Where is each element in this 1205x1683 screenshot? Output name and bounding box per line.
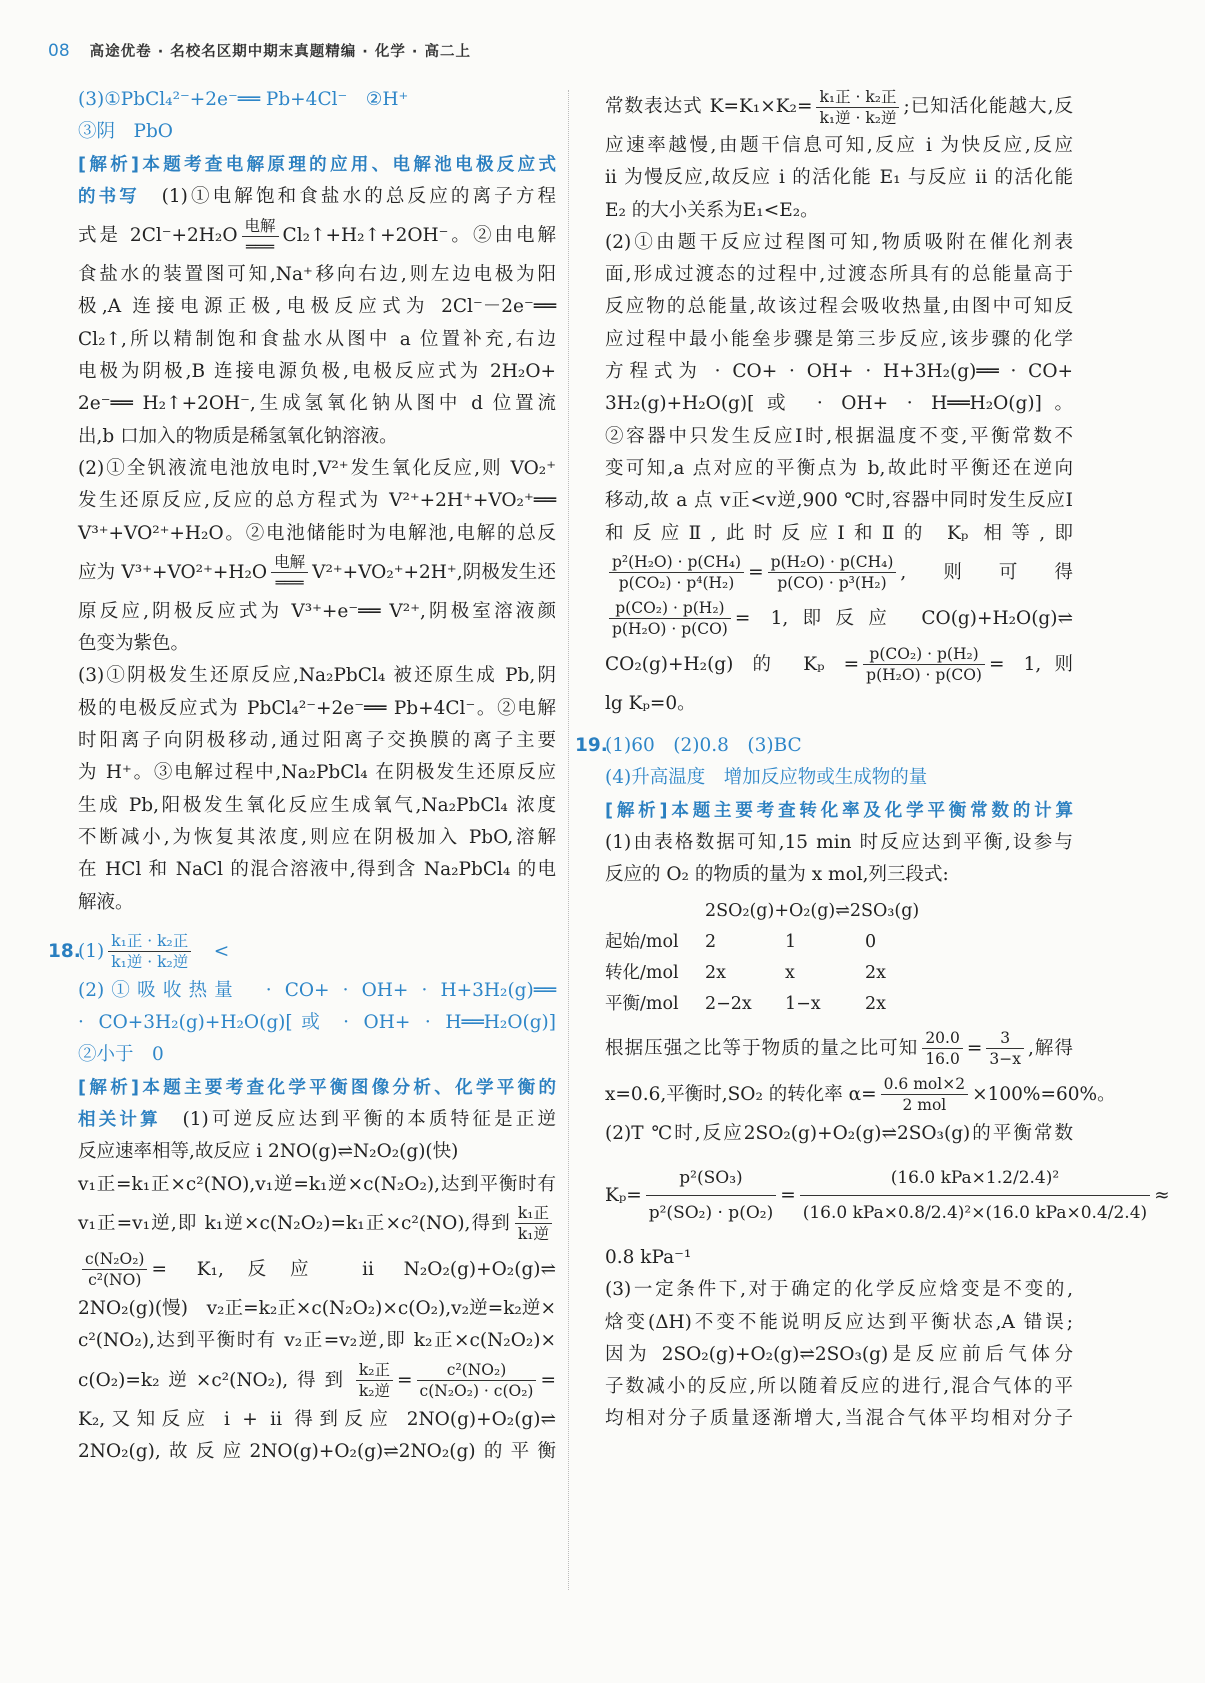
text-span: 极,A 连接电源正极,电极反应式为 2Cl⁻－2e⁻══ <box>78 296 556 318</box>
text-line <box>78 421 556 453</box>
text-span: ②容器中只发生反应Ⅰ时,根据温度不变,平衡常数不 <box>605 425 1073 447</box>
text-span: ≈ <box>1154 1184 1170 1206</box>
analysis-heading: 相关计算 <box>78 1110 161 1131</box>
text-span: 焓变(ΔH)不变不能说明反应达到平衡状态,A 错误; <box>605 1311 1073 1333</box>
fraction <box>242 216 279 257</box>
fraction-denominator: k₂逆 <box>358 1382 391 1400</box>
fraction-denominator: c(N₂O₂) · c(O₂) <box>419 1382 534 1400</box>
text-line <box>78 324 556 356</box>
fraction <box>800 1161 1150 1230</box>
text-line <box>575 730 1073 762</box>
fraction <box>82 1249 147 1290</box>
text-span: 0.8 kPa⁻¹ <box>605 1246 692 1268</box>
text-span: 极的电极反应式为 PbCl₄²⁻+2e⁻══ Pb+4Cl⁻。②电解 <box>78 697 556 719</box>
text-span: < <box>195 940 230 962</box>
fraction <box>609 552 744 593</box>
fraction <box>986 1028 1024 1069</box>
text-line <box>78 660 556 692</box>
text-line <box>605 84 1073 130</box>
text-line <box>78 149 556 181</box>
fraction-numerator: k₁正 · k₂正 <box>108 931 191 952</box>
text-line <box>78 757 556 789</box>
text-line <box>78 1247 556 1293</box>
text-span: 子数减小的反应,所以随着反应的进行,混合气体的平 <box>605 1376 1073 1398</box>
text-span: (1)可逆反应达到平衡的本质特征是正逆 <box>160 1109 557 1131</box>
text-line <box>605 1371 1073 1403</box>
text-span: ②小于 0 <box>78 1044 164 1066</box>
analysis-heading: [解析]本题考查电解原理的应用、电解池电极反应式 <box>78 154 556 175</box>
analysis-heading: [解析]本题主要考查转化率及化学平衡常数的计算 <box>605 800 1073 821</box>
text-line <box>78 1007 556 1039</box>
text-span: (3)①PbCl₄²⁻+2e⁻══ Pb+4Cl⁻ ②H⁺ <box>78 89 409 110</box>
text-span: K₂,又知反应 i + ii 得到反应 2NO(g)+O₂(g)⇌ <box>78 1408 556 1430</box>
text-line <box>605 642 1073 688</box>
fraction-denominator: ═══ <box>246 237 275 256</box>
page-header <box>48 40 471 61</box>
text-line <box>605 130 1073 162</box>
fraction-denominator: k₁逆 · k₂逆 <box>819 108 897 127</box>
fraction-denominator: ═══ <box>275 574 304 593</box>
text-line <box>605 1339 1073 1371</box>
text-line <box>78 116 556 148</box>
text-span: 因为 2SO₂(g)+O₂(g)⇌2SO₃(g)是反应前后气体分 <box>605 1343 1073 1365</box>
table-cell: 起始/mol <box>605 931 679 952</box>
text-span: 式是 2Cl⁻+2H₂O <box>78 225 238 247</box>
text-line <box>605 388 1073 420</box>
text-span: v₁正=v₁逆,即 k₁逆×c(N₂O₂)=k₁正×c²(NO),得到 <box>78 1212 511 1234</box>
page-number: 08 <box>48 40 70 61</box>
text-line <box>605 1274 1073 1306</box>
text-line <box>605 356 1073 388</box>
text-line <box>605 596 1073 642</box>
analysis-heading: [解析]本题主要考查化学平衡图像分析、化学平衡的 <box>78 1077 556 1098</box>
fraction <box>863 644 985 685</box>
text-line <box>605 1118 1073 1150</box>
text-span: 在 HCl 和 NaCl 的混合溶液中,得到含 Na₂PbCl₄ 的电 <box>78 859 556 881</box>
text-line <box>78 1436 556 1468</box>
text-span: (2)①由题干反应过程图可知,物质吸附在催化剂表 <box>605 231 1073 253</box>
table-cell: 转化/mol <box>605 962 679 983</box>
table-cell: 2x <box>705 962 727 983</box>
text-line <box>605 195 1073 227</box>
text-line <box>78 822 556 854</box>
text-line <box>78 1104 556 1136</box>
right-column <box>575 84 1170 1436</box>
text-line <box>78 1039 556 1071</box>
text-line <box>48 929 556 975</box>
text-span: (1)60 (2)0.8 (3)BC <box>605 735 802 757</box>
fraction-numerator: k₂正 <box>356 1360 393 1381</box>
text-line <box>605 795 1073 827</box>
text-span: 为 H⁺。③电解过程中,Na₂PbCl₄ 在阴极发生还原反应 <box>78 762 556 784</box>
table-cell: 1 <box>785 931 797 952</box>
text-span: (2)T ℃时,反应2SO₂(g)+O₂(g)⇌2SO₃(g)的平衡常数 <box>605 1122 1073 1144</box>
text-span: 色变为紫色。 <box>78 633 190 655</box>
text-line <box>605 859 1073 891</box>
text-span: 反应物的总能量,故该过程会吸收热量,由图中可知反 <box>605 296 1073 318</box>
text-line <box>605 1403 1073 1435</box>
text-line <box>78 1201 556 1247</box>
fraction <box>816 87 899 128</box>
text-span: V³⁺+VO²⁺+H₂O。②电池储能时为电解池,电解的总反 <box>78 522 556 544</box>
text-line <box>605 827 1073 859</box>
text-span: ×100%=60%。 <box>972 1083 1116 1105</box>
text-line <box>78 854 556 886</box>
text-span: 移动,故 a 点 v正<v逆,900 ℃时,容器中同时发生反应Ⅰ <box>605 490 1073 512</box>
table-cell: 2x <box>865 962 887 983</box>
text-line <box>605 1242 1073 1274</box>
text-span: = <box>748 561 764 583</box>
fraction-denominator: 2 mol <box>902 1096 947 1115</box>
fraction <box>609 598 731 639</box>
text-span: (2)①全钒液流电池放电时,V²⁺发生氧化反应,则 VO₂⁺ <box>78 457 556 479</box>
text-line <box>78 628 556 660</box>
text-span: (1)①电解饱和食盐水的总反应的离子方程 <box>139 185 556 207</box>
fraction-numerator: c(N₂O₂) <box>82 1249 147 1270</box>
text-line <box>78 693 556 725</box>
fraction-numerator: 3 <box>986 1028 1024 1049</box>
text-span: 2NO₂(g)(慢) v₂正=k₂正×c(N₂O₂)×c(O₂),v₂逆=k₂逆× <box>78 1297 556 1319</box>
table-cell: 平衡/mol <box>605 993 679 1014</box>
text-line <box>605 485 1073 517</box>
text-span: Cl₂↑+H₂↑+2OH⁻。②由电解 <box>282 225 556 247</box>
text-span: 解液。 <box>78 891 134 913</box>
text-line <box>78 1136 556 1168</box>
text-span: 方程式为 · CO+ · OH+ · H+3H₂(g)══ · CO+ <box>605 361 1073 383</box>
text-span: = 1,即反应 CO(g)+H₂O(g)⇌ <box>734 607 1073 629</box>
text-span: 常数表达式 K=K₁×K₂= <box>605 96 813 117</box>
text-span: = <box>966 1037 983 1059</box>
text-span: = <box>397 1369 413 1391</box>
fraction <box>515 1203 552 1244</box>
table-cell: 0 <box>865 931 877 952</box>
text-span: ,解得 <box>1027 1037 1073 1059</box>
text-span: 3H₂(g)+H₂O(g)[或 · OH+ · H══H₂O(g)]。 <box>605 393 1073 415</box>
text-span: ③阴 PbO <box>78 121 173 143</box>
text-span: 应为 V³⁺+VO²⁺+H₂O <box>78 561 268 583</box>
table-cell: 1−x <box>785 993 821 1014</box>
text-line <box>78 596 556 628</box>
text-span: ii 为慢反应,故反应 i 的活化能 E₁ 与反应 ii 的活化能 <box>605 167 1073 189</box>
text-span: v₁正=k₁正×c²(NO),v₁逆=k₁逆×c(N₂O₂),达到平衡时有 <box>78 1173 556 1195</box>
fraction <box>881 1074 968 1115</box>
text-line <box>605 1072 1116 1118</box>
table-cell: x <box>785 962 795 983</box>
text-span: (1)由表格数据可知,15 min 时反应达到平衡,设参与 <box>605 832 1073 854</box>
text-line <box>78 84 556 116</box>
question-number: 19. <box>575 735 608 757</box>
text-line <box>605 291 1073 323</box>
fraction-denominator: p(H₂O) · p(CO) <box>866 666 982 685</box>
text-span: E₂ 的大小关系为E₁<E₂。 <box>605 199 819 221</box>
text-line <box>605 324 1073 356</box>
text-span: 反应的 O₂ 的物质的量为 x mol,列三段式: <box>605 864 949 886</box>
text-span: (4)升高温度 增加反应物或生成物的量 <box>605 767 928 789</box>
text-span: 发生还原反应,反应的总方程式为 V²⁺+2H⁺+VO₂⁺══ <box>78 490 556 512</box>
text-span: 2NO₂(g),故反应2NO(g)+O₂(g)⇌2NO₂(g)的平衡 <box>78 1440 556 1462</box>
text-line <box>78 181 556 213</box>
fraction-denominator: p²(SO₂) · p(O₂) <box>648 1203 774 1224</box>
fraction-denominator: c²(NO) <box>88 1271 142 1290</box>
text-span: 变可知,a 点对应的平衡点为 b,故此时平衡还在逆向 <box>605 457 1073 479</box>
text-span: lg Kₚ=0。 <box>605 692 696 714</box>
fraction <box>768 552 897 593</box>
fraction-numerator: p(CO₂) · p(H₂) <box>863 644 985 665</box>
text-span: ,则可得 <box>900 561 1073 583</box>
text-line <box>78 356 556 388</box>
text-line <box>605 762 1073 794</box>
text-line <box>78 1325 556 1357</box>
text-line <box>78 790 556 822</box>
text-line <box>78 453 556 485</box>
fraction-denominator: k₁逆 · k₂逆 <box>111 953 189 972</box>
text-line <box>78 725 556 757</box>
text-line <box>78 1169 556 1201</box>
text-line <box>78 259 556 291</box>
text-span: 出,b 口加入的物质是稀氢氧化钠溶液。 <box>78 425 398 447</box>
text-line <box>605 453 1073 485</box>
text-span: 应过程中最小能垒步骤是第三步反应,该步骤的化学 <box>605 328 1073 350</box>
text-span: x=0.6,平衡时,SO₂ 的转化率 α= <box>605 1083 877 1105</box>
fraction-numerator: 电解 <box>271 552 308 573</box>
fraction-denominator: 16.0 <box>925 1050 960 1069</box>
text-span: 反应速率相等,故反应 i 2NO(g)⇌N₂O₂(g)(快) <box>78 1141 459 1163</box>
text-line <box>605 421 1073 453</box>
column-divider <box>568 90 569 1590</box>
text-span: 生成 Pb,阳极发生氧化反应生成氧气,Na₂PbCl₄ 浓度 <box>78 794 556 816</box>
table-cell: 2 <box>705 931 717 952</box>
text-span: = K₁,反应 ii N₂O₂(g)+O₂(g)⇌ <box>151 1258 556 1280</box>
fraction <box>922 1028 963 1069</box>
text-span: 和反应Ⅱ,此时反应Ⅰ和Ⅱ的 Kₚ 相等,即 <box>605 522 1073 544</box>
text-span: (3)一定条件下,对于确定的化学反应焓变是不变的, <box>605 1279 1073 1301</box>
text-line <box>78 550 556 596</box>
fraction <box>417 1360 537 1401</box>
fraction-denominator: p(CO) · p³(H₂) <box>777 574 887 593</box>
text-line <box>605 1026 1073 1072</box>
text-span: 食盐水的装置图可知,Na⁺移向右边,则左边电极为阳 <box>78 264 556 286</box>
text-span: c(O₂)=k₂逆×c²(NO₂),得到 <box>78 1369 352 1391</box>
text-span: 面,形成过渡态的过程中,过渡态所具有的总能量高于 <box>605 264 1073 286</box>
text-span: 均相对分子质量逐渐增大,当混合气体平均相对分子 <box>605 1408 1073 1430</box>
text-line <box>605 162 1073 194</box>
text-span: ;已知活化能越大,反 <box>903 96 1073 117</box>
fraction-numerator: 0.6 mol×2 <box>881 1074 968 1095</box>
question-number: 18. <box>48 940 81 962</box>
text-line <box>78 213 556 259</box>
fraction-numerator: p(H₂O) · p(CH₄) <box>768 552 897 573</box>
text-span: Kₚ= <box>605 1184 642 1206</box>
fraction-numerator: 20.0 <box>922 1028 963 1049</box>
fraction-numerator: k₁正 · k₂正 <box>816 87 899 108</box>
text-line <box>605 259 1073 291</box>
text-span: 2e⁻══ H₂↑+2OH⁻,生成氢氧化钠从图中 d 位置流 <box>78 393 556 415</box>
text-span: (1) <box>78 940 105 962</box>
text-span: = <box>780 1184 796 1206</box>
text-span: 时阳离子向阴极移动,通过阳离子交换膜的离子主要 <box>78 730 556 752</box>
fraction-denominator: k₁逆 <box>517 1225 549 1244</box>
text-line <box>605 1150 1170 1242</box>
text-line <box>78 388 556 420</box>
text-span: = 1,则 <box>988 653 1073 675</box>
text-span: 不断减小,为恢复其浓度,则应在阴极加入 PbO,溶解 <box>78 826 556 848</box>
text-line <box>605 518 1073 550</box>
fraction-denominator: p(H₂O) · p(CO) <box>612 620 728 639</box>
fraction-numerator: p²(SO₃) <box>646 1161 776 1196</box>
text-line <box>78 1404 556 1436</box>
text-line <box>78 485 556 517</box>
text-span: 原反应,阴极反应式为 V³⁺+e⁻══ V²⁺,阴极室溶液颜 <box>78 600 556 622</box>
text-span: CO₂(g)+H₂(g) 的 Kₚ = <box>605 653 860 675</box>
text-line <box>605 227 1073 259</box>
book-title: 高途优卷 · 名校名区期中期末真题精编 · 化学 · 高二上 <box>89 44 471 60</box>
text-line <box>78 1072 556 1104</box>
table-equation: 2SO₂(g)+O₂(g)⇌2SO₃(g) <box>705 900 920 921</box>
fraction-numerator: c²(NO₂) <box>417 1360 537 1381</box>
text-span: 电极为阴极,B 连接电源负极,电极反应式为 2H₂O+ <box>78 361 556 383</box>
fraction-denominator: p(CO₂) · p⁴(H₂) <box>618 574 735 593</box>
fraction-numerator: 电解 <box>242 216 279 237</box>
fraction <box>271 552 308 593</box>
text-line <box>78 1358 556 1404</box>
fraction-denominator: (16.0 kPa×0.8/2.4)²×(16.0 kPa×0.4/2.4) <box>802 1203 1148 1224</box>
text-span: · CO+3H₂(g)+H₂O(g)[或 · OH+ · H══H₂O(g)] <box>78 1012 556 1034</box>
text-line <box>605 1307 1073 1339</box>
fraction-denominator: 3−x <box>989 1050 1021 1069</box>
text-line <box>78 1293 556 1325</box>
text-span: 应速率越慢,由题干信息可知,反应 i 为快反应,反应 <box>605 135 1073 156</box>
table-cell: 2x <box>865 993 887 1014</box>
text-span: (3)①阴极发生还原反应,Na₂PbCl₄ 被还原生成 Pb,阴 <box>78 665 556 687</box>
fraction-numerator: k₁正 <box>515 1203 552 1224</box>
text-line <box>605 688 1073 720</box>
text-span: (2)①吸收热量 · CO+ · OH+ · H+3H₂(g)══ <box>78 979 556 1001</box>
fraction-numerator: (16.0 kPa×1.2/2.4)² <box>800 1161 1150 1196</box>
analysis-heading: 的书写 <box>78 186 140 207</box>
text-line <box>605 550 1073 596</box>
text-line <box>78 887 556 919</box>
text-span: = <box>540 1369 556 1391</box>
text-line <box>78 518 556 550</box>
text-span: Cl₂↑,所以精制饱和食盐水从图中 a 位置补充,右边 <box>78 328 556 350</box>
text-line <box>78 291 556 323</box>
table-cell: 2−2x <box>705 993 752 1014</box>
text-span: 根据压强之比等于物质的量之比可知 <box>605 1037 919 1059</box>
fraction <box>108 931 191 972</box>
fraction-numerator: p(CO₂) · p(H₂) <box>609 598 731 619</box>
fraction <box>356 1360 393 1401</box>
text-span: c²(NO₂),达到平衡时有 v₂正=v₂逆,即 k₂正×c(N₂O₂)× <box>78 1330 556 1352</box>
text-line <box>78 975 556 1007</box>
fraction-numerator: p²(H₂O) · p(CH₄) <box>609 552 744 573</box>
text-span: V²⁺+VO₂⁺+2H⁺,阴极发生还 <box>312 561 556 583</box>
fraction <box>646 1161 776 1230</box>
left-column <box>48 84 557 1468</box>
equilibrium-table <box>605 896 1073 1020</box>
